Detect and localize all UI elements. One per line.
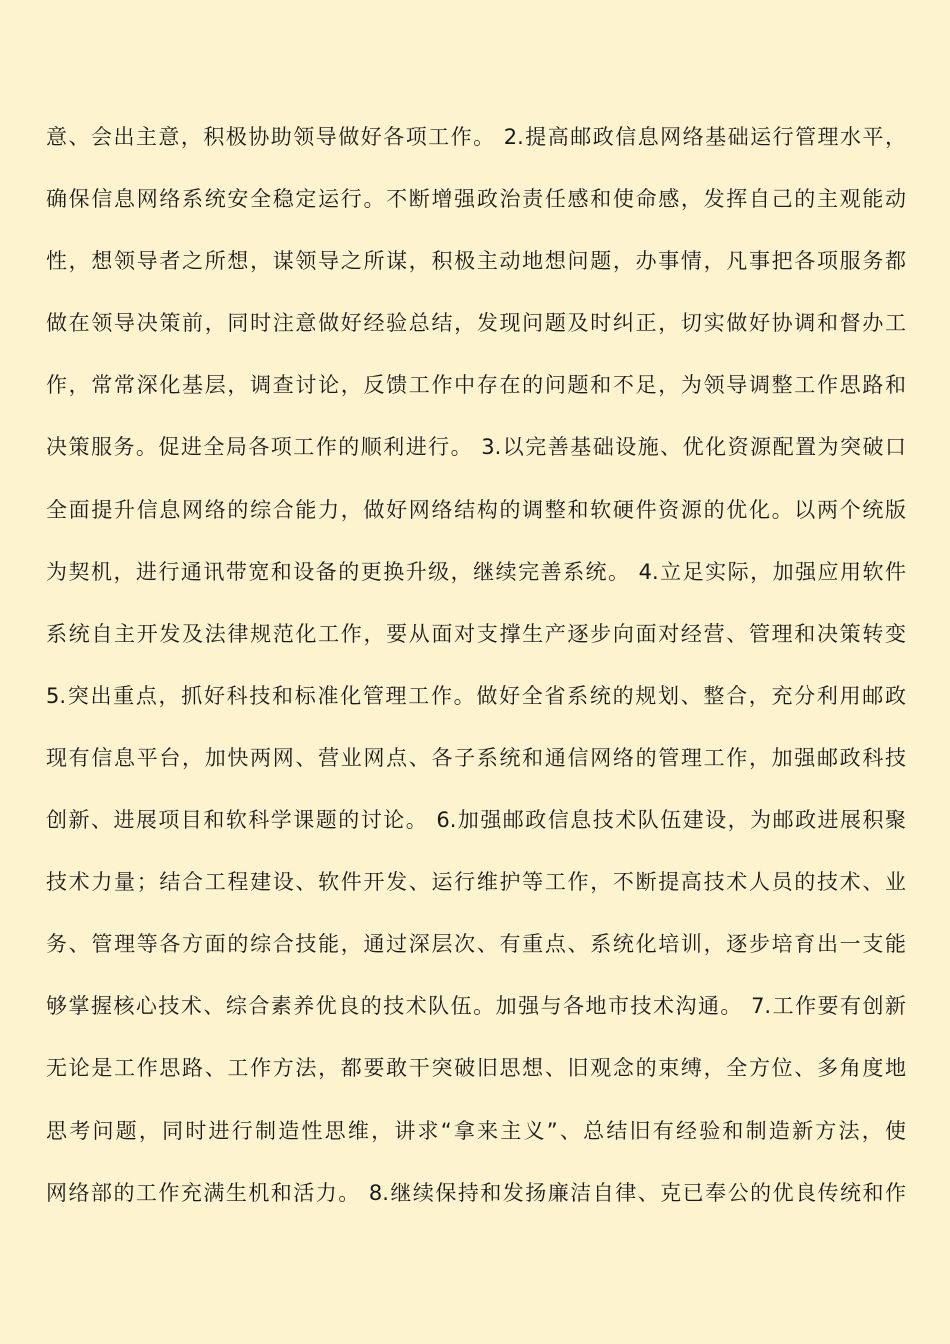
body-text [46,106,906,1224]
text-line: 意、会出主意，积极协助领导做好各项工作。 2.提高邮政信息网络基础运行管理水平， [46,125,906,149]
text-line: 性，想领导者之所想，谋领导之所谋，积极主动地想问题，办事情，凡事把各项服务都 [46,249,906,274]
text-line: 够掌握核心技术、综合素养优良的技术队伍。加强与各地市技术沟通。 7.工作要有创新 [46,994,906,1019]
text-line: 无论是工作思路、工作方法，都要敢干突破旧思想、旧观念的束缚，全方位、多角度地 [46,1056,906,1081]
text-line: 做在领导决策前，同时注意做好经验总结，发现问题及时纠正，切实做好协调和督办工 [46,311,906,336]
text-line: 思考问题，同时进行制造性思维，讲求“拿来主义”、总结旧有经验和制造新方法，使 [46,1118,906,1143]
text-line: 技术力量；结合工程建设、软件开发、运行维护等工作，不断提高技术人员的技术、业 [46,870,906,895]
text-line: 确保信息网络系统安全稳定运行。不断增强政治责任感和使命感，发挥自己的主观能动 [46,187,906,212]
text-line: 系统自主开发及法律规范化工作，要从面对支撑生产逐步向面对经营、管理和决策转变 [46,621,906,646]
text-line: 为契机，进行通讯带宽和设备的更换升级，继续完善系统。 4.立足实际，加强应用软件 [46,559,906,584]
text-line: 网络部的工作充满生机和活力。 8.继续保持和发扬廉洁自律、克已奉公的优良传统和作 [46,1180,906,1205]
text-line: 现有信息平台，加快两网、营业网点、各子系统和通信网络的管理工作，加强邮政科技 [46,745,906,770]
text-line: 决策服务。促进全局各项工作的顺利进行。 3.以完善基础设施、优化资源配置为突破口 [46,435,906,460]
text-line: 创新、进展项目和软科学课题的讨论。 6.加强邮政信息技术队伍建设，为邮政进展积聚 [46,808,906,833]
text-line: 5.突出重点，抓好科技和标准化管理工作。做好全省系统的规划、整合，充分利用邮政 [46,683,906,708]
text-line: 务、管理等各方面的综合技能，通过深层次、有重点、系统化培训，逐步培育出一支能 [46,932,906,957]
text-line: 作，常常深化基层，调查讨论，反馈工作中存在的问题和不足，为领导调整工作思路和 [46,373,906,398]
text-line: 全面提升信息网络的综合能力，做好网络结构的调整和软硬件资源的优化。以两个统版 [46,497,906,522]
